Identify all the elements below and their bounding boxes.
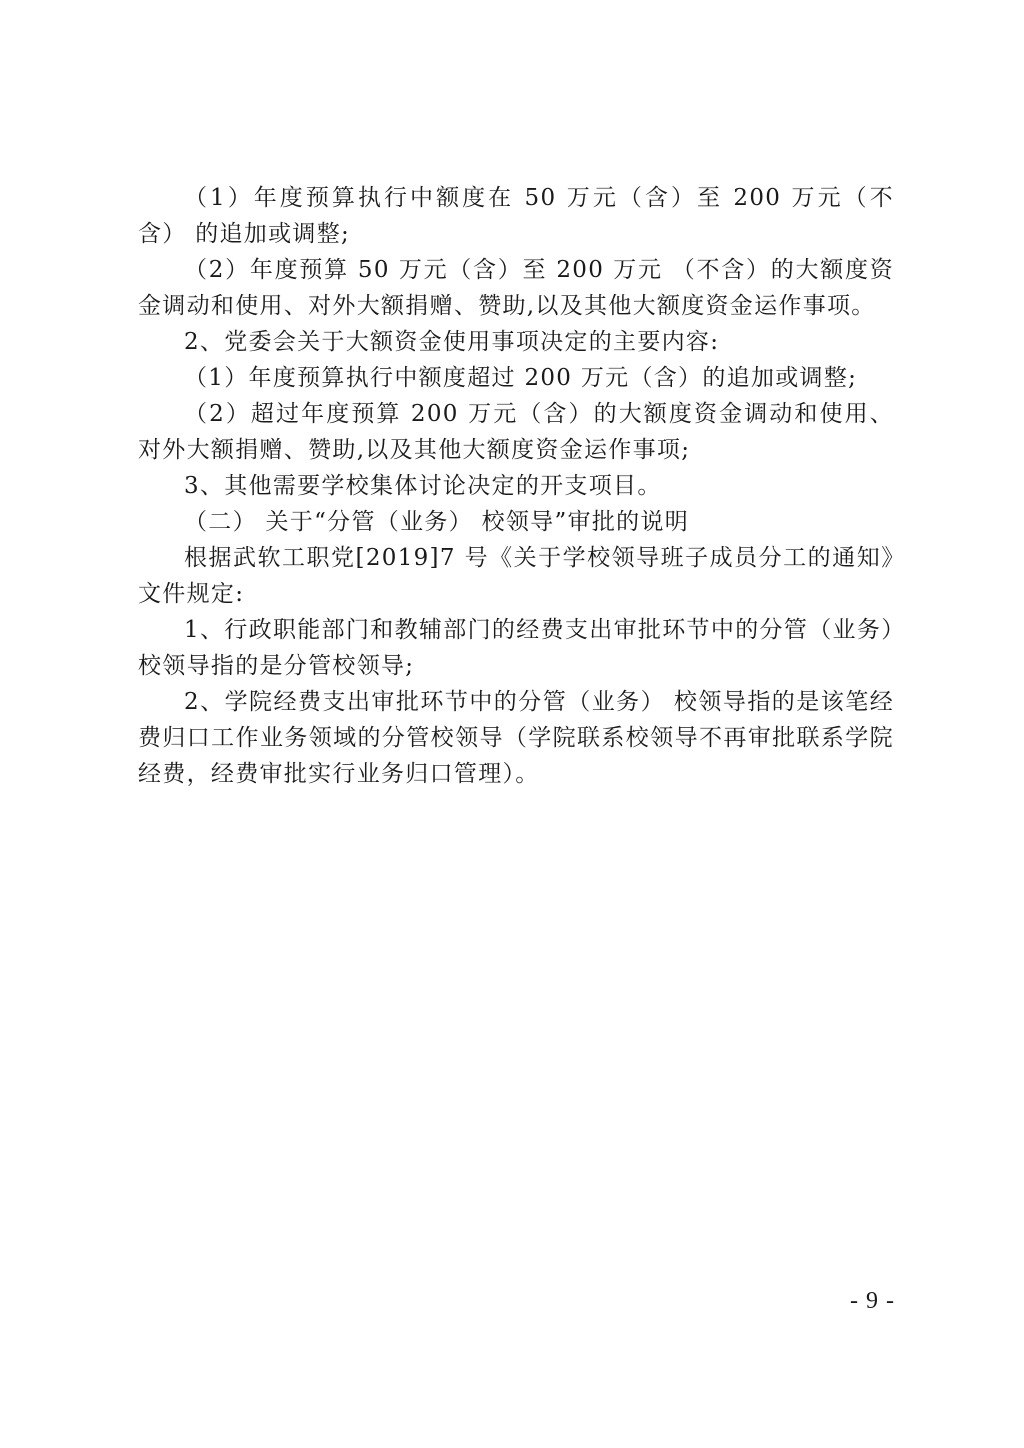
paragraph-item-2: 2、党委会关于大额资金使用事项决定的主要内容: xyxy=(184,329,720,355)
section-heading-2: （二） 关于“分管（业务） 校领导”审批的说明 xyxy=(184,509,690,535)
document-body xyxy=(138,180,894,792)
paragraph-item-3: 3、其他需要学校集体讨论决定的开支项目。 xyxy=(184,473,662,499)
page-number: - 9 - xyxy=(850,1288,895,1314)
paragraph-rule-1: 1、行政职能部门和教辅部门的经费支出审批环节中的分管（业务）校领导指的是分管校领导; xyxy=(138,617,894,679)
paragraph-basis: 根据武软工职党[2019]7 号《关于学校领导班子成员分工的通知》文件规定: xyxy=(138,545,894,607)
paragraph-item-1-2: （2）年度预算 50 万元（含）至 200 万元 （不含）的大额度资金调动和使用、对外大额捐赠、赞助,以及其他大额度资金运作事项。 xyxy=(138,257,894,319)
paragraph-item-2-1: （1）年度预算执行中额度超过 200 万元（含）的追加或调整; xyxy=(184,365,858,391)
paragraph-item-2-2: （2）超过年度预算 200 万元（含）的大额度资金调动和使用、对外大额捐赠、赞助,以及其他大额度资金运作事项; xyxy=(138,401,894,463)
paragraph-item-1-1: （1）年度预算执行中额度在 50 万元（含）至 200 万元（不含） 的追加或调整; xyxy=(138,185,894,247)
paragraph-rule-2: 2、学院经费支出审批环节中的分管（业务） 校领导指的是该笔经费归口工作业务领域的分管校领导（学院联系校领导不再审批联系学院经费，经费审批实行业务归口管理）。 xyxy=(138,689,894,787)
